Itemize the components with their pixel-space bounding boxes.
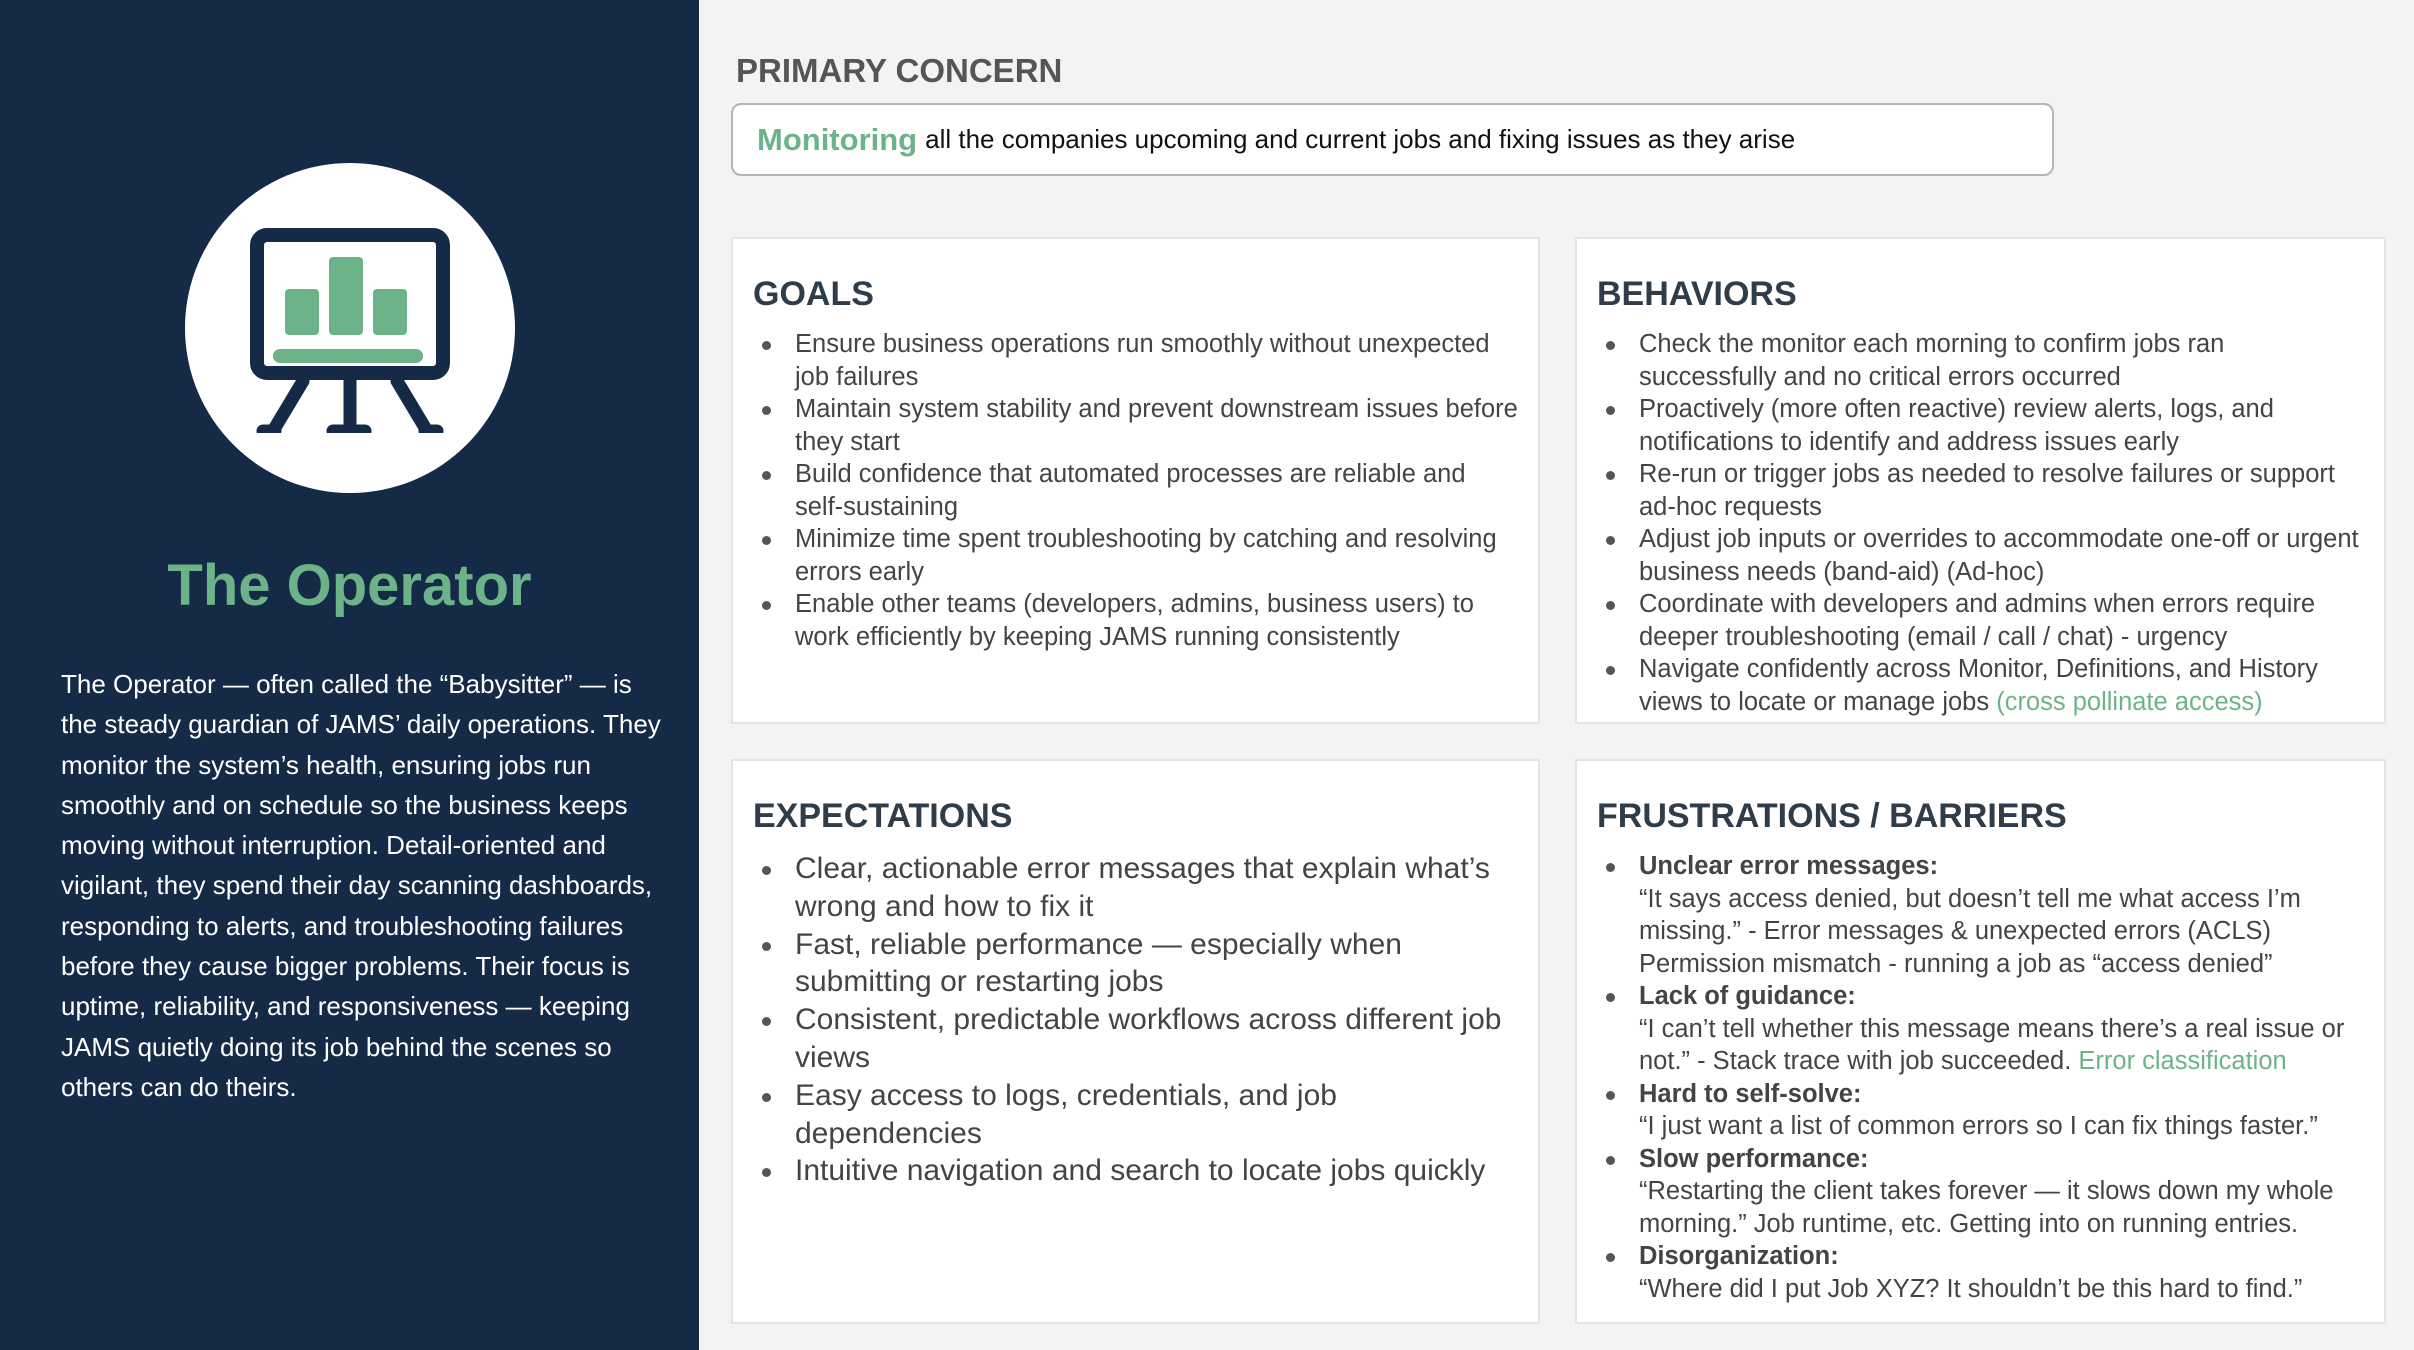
behavior-text: Navigate confidently across Monitor, Definitions, and History views to locate or manage jobs bbox=[1639, 655, 2318, 716]
presentation-board-chart-icon bbox=[245, 223, 455, 433]
behavior-item: Adjust job inputs or overrides to accommodate one-off or urgent business needs (band-aid) (Ad-hoc) bbox=[1597, 523, 2364, 588]
behavior-item: Re-run or trigger jobs as needed to resolve failures or support ad-hoc requests bbox=[1597, 458, 2364, 523]
frustration-text: “I just want a list of common errors so I can fix things faster.” bbox=[1639, 1112, 2318, 1140]
behaviors-title: BEHAVIORS bbox=[1597, 275, 1797, 313]
primary-concern-highlight: Monitoring bbox=[757, 121, 918, 157]
behaviors-card bbox=[1575, 237, 2386, 724]
expectation-item: Consistent, predictable workflows across different job views bbox=[753, 1001, 1518, 1077]
expectations-card bbox=[731, 759, 1540, 1324]
frustration-label: Lack of guidance: bbox=[1639, 982, 1856, 1010]
expectation-item: Easy access to logs, credentials, and job dependencies bbox=[753, 1077, 1518, 1153]
behavior-item bbox=[1597, 653, 2364, 718]
behavior-item: Check the monitor each morning to confirm jobs ran successfully and no critical errors occurred bbox=[1597, 328, 2364, 393]
persona-name: The Operator bbox=[167, 553, 532, 618]
frustration-text: “Restarting the client takes forever — it slows down my whole morning.” Job runtime, etc. Getting into on running entries. bbox=[1639, 1177, 2334, 1238]
frustration-text: “I can’t tell whether this message means there’s a real issue or not.” - Stack trace with job succeeded. bbox=[1639, 1014, 2345, 1075]
behavior-note: (cross pollinate access) bbox=[1996, 687, 2263, 716]
expectation-item: Intuitive navigation and search to locate jobs quickly bbox=[753, 1152, 1518, 1190]
frustration-label: Slow performance: bbox=[1639, 1144, 1869, 1173]
persona-description: The Operator — often called the “Babysitter” — is the steady guardian of JAMS’ daily operations. They monitor the system’s health, ensuring jobs run smoothly and on schedule so the business keeps moving without interruption. Detail-oriented and vigilant, they spend their day scanning dashboards, responding to alerts, and troubleshooting failures before they cause bigger problems. Their focus is uptime, reliability, and responsiveness — keeping JAMS quietly doing its job behind the scenes so others can do theirs. bbox=[61, 669, 661, 1102]
frustration-item bbox=[1597, 1143, 2364, 1241]
goal-item: Enable other teams (developers, admins, business users) to work efficiently by keeping JAMS running consistently bbox=[753, 588, 1518, 653]
goals-title: GOALS bbox=[753, 275, 874, 313]
primary-concern-box bbox=[731, 103, 2054, 176]
goal-item: Ensure business operations run smoothly without unexpected job failures bbox=[753, 328, 1518, 393]
frustrations-card bbox=[1575, 759, 2386, 1324]
goal-item: Minimize time spent troubleshooting by catching and resolving errors early bbox=[753, 523, 1518, 588]
expectation-item: Fast, reliable performance — especially when submitting or restarting jobs bbox=[753, 926, 1518, 1002]
frustration-item bbox=[1597, 1240, 2364, 1305]
expectation-item: Clear, actionable error messages that explain what’s wrong and how to fix it bbox=[753, 850, 1518, 926]
frustration-item bbox=[1597, 980, 2364, 1078]
goal-item: Maintain system stability and prevent downstream issues before they start bbox=[753, 393, 1518, 458]
frustration-item bbox=[1597, 850, 2364, 980]
primary-concern-text: all the companies upcoming and current jobs and fixing issues as they arise bbox=[925, 124, 1796, 154]
persona-avatar bbox=[185, 163, 515, 493]
frustration-note: Error classification bbox=[2078, 1047, 2287, 1075]
frustration-label: Disorganization: bbox=[1639, 1242, 1839, 1270]
frustration-label: Unclear error messages: bbox=[1639, 852, 1939, 880]
frustration-text: “It says access denied, but doesn’t tell me what access I’m missing.” - Error messages & unexpected errors (ACLS) Permission mismatch - running a job as “access denied” bbox=[1639, 884, 2301, 978]
expectations-title: EXPECTATIONS bbox=[753, 797, 1013, 835]
frustration-text: “Where did I put Job XYZ? It shouldn’t be this hard to find.” bbox=[1639, 1274, 2303, 1303]
persona-sidebar bbox=[0, 0, 699, 1350]
goal-item: Build confidence that automated processes are reliable and self-sustaining bbox=[753, 458, 1518, 523]
frustration-item bbox=[1597, 1078, 2364, 1143]
frustration-label: Hard to self-solve: bbox=[1639, 1079, 1862, 1108]
behavior-item: Proactively (more often reactive) review alerts, logs, and notifications to identify and address issues early bbox=[1597, 393, 2364, 458]
goals-card bbox=[731, 237, 1540, 724]
behavior-item: Coordinate with developers and admins when errors require deeper troubleshooting (email / call / chat) - urgency bbox=[1597, 588, 2364, 653]
frustrations-title: FRUSTRATIONS / BARRIERS bbox=[1597, 797, 2067, 835]
primary-concern-label: PRIMARY CONCERN bbox=[736, 52, 1063, 89]
